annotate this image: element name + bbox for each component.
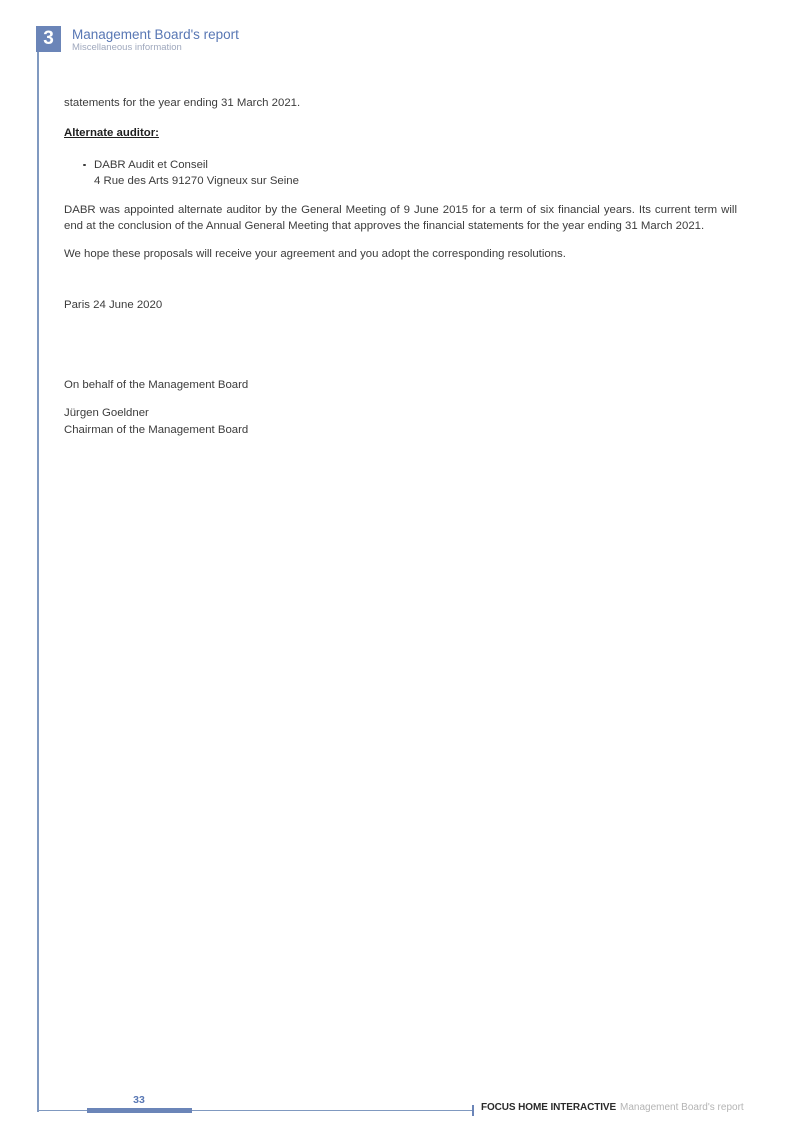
- chapter-number-badge: 3: [36, 26, 61, 52]
- alternate-auditor-heading-wrap: [64, 123, 737, 148]
- footer-text-group: [481, 1102, 744, 1113]
- auditor-list: [64, 157, 737, 189]
- spacer-before-signature: [64, 314, 737, 377]
- list-item: [64, 157, 737, 189]
- footer-section-label: Management Board's report: [620, 1102, 744, 1113]
- footer-rule-end-tick: [472, 1105, 474, 1116]
- place-and-date: Paris 24 June 2020: [64, 299, 163, 311]
- page-footer: [37, 1094, 763, 1132]
- auditor-name: DABR Audit et Conseil: [94, 158, 208, 171]
- header-title-group: [72, 26, 239, 54]
- alternate-auditor-heading: Alternate auditor:: [64, 126, 159, 139]
- page-frame-vertical-rule: [37, 50, 39, 1112]
- auditor-address: 4 Rue des Arts 91270 Vigneux sur Seine: [94, 174, 299, 187]
- document-body: [64, 95, 737, 438]
- footer-brand: FOCUS HOME INTERACTIVE: [481, 1102, 617, 1113]
- page-header: [36, 26, 239, 54]
- signatory-name: Jürgen Goeldner: [64, 407, 149, 419]
- on-behalf-line: On behalf of the Management Board: [64, 378, 249, 391]
- spacer-before-date: [64, 273, 737, 297]
- closing-paragraph: We hope these proposals will receive your agreement and you adopt the corresponding resolutions.: [64, 247, 566, 260]
- bullet-icon: [83, 164, 86, 167]
- signatory-role: Chairman of the Management Board: [64, 423, 249, 436]
- page-number: 33: [133, 1094, 145, 1106]
- page-title: Management Board's report: [72, 27, 239, 42]
- intro-paragraph: statements for the year ending 31 March 2021.: [64, 97, 301, 109]
- page-subtitle: Miscellaneous information: [72, 42, 182, 53]
- appointment-paragraph: DABR was appointed alternate auditor by the General Meeting of 9 June 2015 for a term of six financial years. Its current term will end at the conclusion of the Annual General Meeting that approves the financial statements for the year ending 31 March 2021.: [64, 203, 737, 232]
- footer-rule-accent: [87, 1108, 192, 1113]
